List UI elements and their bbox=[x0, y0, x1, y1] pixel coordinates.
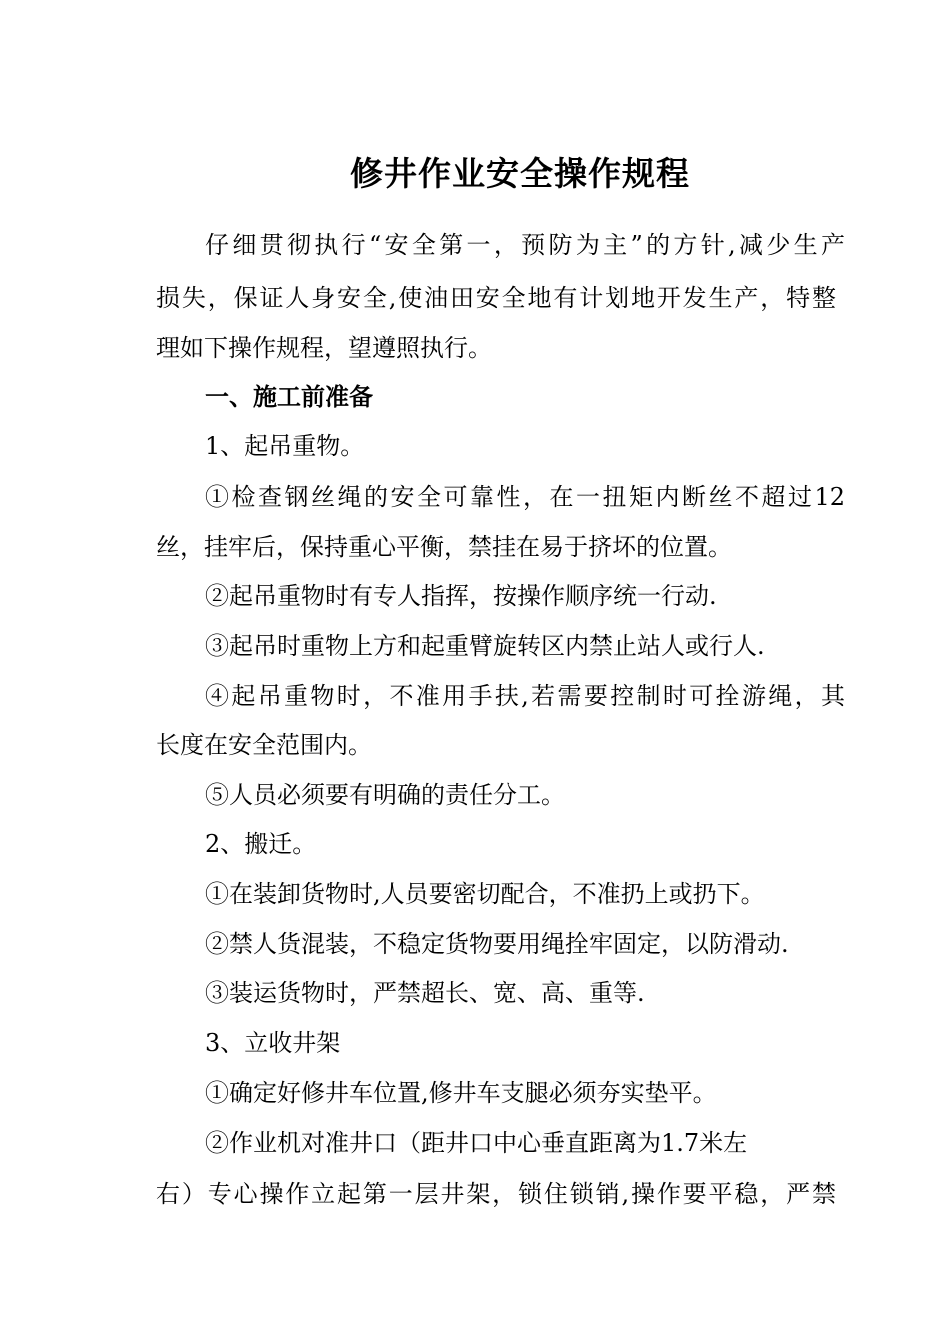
list-item-line: 长度在安全范围内。 bbox=[156, 731, 372, 759]
document-title: 修井作业安全操作规程 bbox=[350, 154, 690, 193]
subsection-heading: 1、起吊重物。 bbox=[205, 432, 365, 460]
subsection-heading: 2、搬迁。 bbox=[205, 830, 317, 858]
list-item-line: 右）专心操作立起第一层井架，锁住锁销,操作要平稳，严禁 bbox=[156, 1180, 836, 1208]
list-item-line: ②起吊重物时有专人指挥，按操作顺序统一行动. bbox=[205, 582, 717, 610]
list-item-line: ②禁人货混装，不稳定货物要用绳拴牢固定，以防滑动. bbox=[205, 930, 789, 958]
list-item-line: ①确定好修井车位置,修井车支腿必须夯实垫平。 bbox=[205, 1079, 717, 1107]
paragraph-line: 理如下操作规程，望遵照执行。 bbox=[156, 334, 492, 362]
list-item-line: ②作业机对准井口（距井口中心垂直距离为1.7米左 bbox=[205, 1129, 748, 1157]
paragraph-line: 仔细贯彻执行“安全第一，预防为主”的方针,减少生产 bbox=[205, 231, 845, 259]
list-item-line: ④起吊重物时，不准用手扶,若需要控制时可拴游绳，其 bbox=[205, 682, 845, 710]
list-item-line: ③装运货物时，严禁超长、宽、高、重等. bbox=[205, 979, 645, 1007]
paragraph-line: 损失，保证人身安全,使油田安全地有计划地开发生产，特整 bbox=[156, 284, 836, 312]
subsection-heading: 3、立收井架 bbox=[205, 1029, 341, 1057]
list-item-line: ①检查钢丝绳的安全可靠性，在一扭矩内断丝不超过12 bbox=[205, 483, 845, 511]
list-item-line: ①在装卸货物时,人员要密切配合，不准扔上或扔下。 bbox=[205, 880, 765, 908]
list-item-line: 丝，挂牢后，保持重心平衡，禁挂在易于挤坏的位置。 bbox=[156, 533, 732, 561]
list-item-line: ③起吊时重物上方和起重臂旋转区内禁止站人或行人. bbox=[205, 632, 765, 660]
section-heading: 一、施工前准备 bbox=[205, 382, 373, 411]
list-item-line: ⑤人员必须要有明确的责任分工。 bbox=[205, 781, 565, 809]
